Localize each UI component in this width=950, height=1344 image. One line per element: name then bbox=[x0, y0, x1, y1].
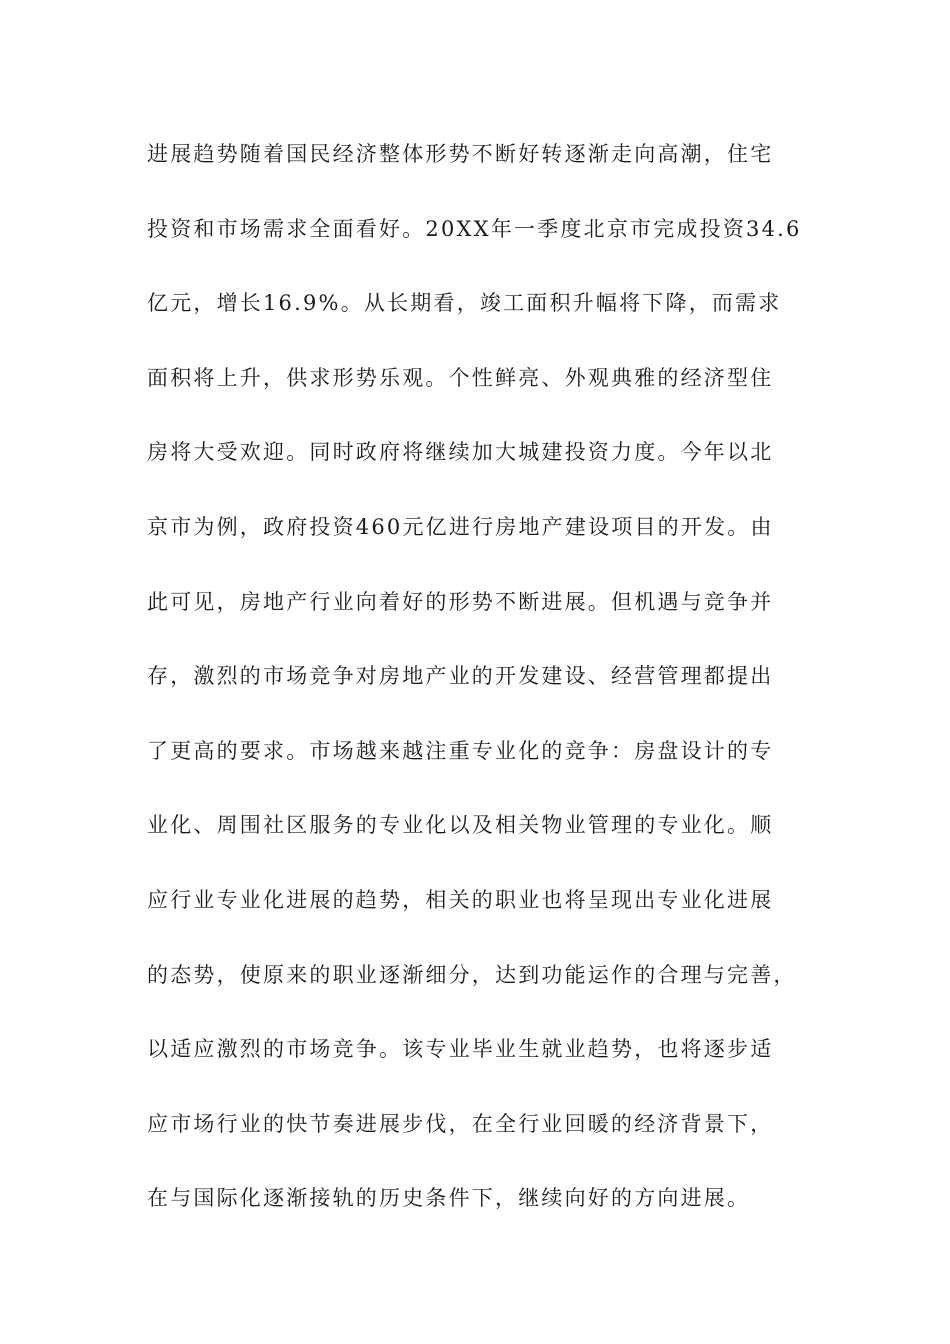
paragraph-line: 应行业专业化进展的趋势，相关的职业也将呈现出专业化进展 bbox=[147, 887, 774, 912]
paragraph-line: 亿元，增长16.9%。从长期看，竣工面积升幅将下降，而需求 bbox=[147, 291, 782, 316]
paragraph-line: 应市场行业的快节奏进展步伐，在全行业回暖的经济背景下， bbox=[147, 1111, 774, 1136]
body-paragraph bbox=[147, 132, 827, 1251]
paragraph-line: 在与国际化逐渐接轨的历史条件下，继续向好的方向进展。 bbox=[147, 1186, 751, 1211]
paragraph-line: 房将大受欢迎。同时政府将继续加大城建投资力度。今年以北 bbox=[147, 440, 774, 465]
paragraph-line: 存，激烈的市场竞争对房地产业的开发建设、经营管理都提出 bbox=[147, 664, 774, 689]
paragraph-line: 进展趋势随着国民经济整体形势不断好转逐渐走向高潮，住宅 bbox=[147, 142, 774, 166]
paragraph-line: 此可见，房地产行业向着好的形势不断进展。但机遇与竞争并 bbox=[147, 589, 774, 614]
paragraph-line: 面积将上升，供求形势乐观。个性鲜亮、外观典雅的经济型住 bbox=[147, 365, 774, 390]
paragraph-line: 以适应激烈的市场竞争。该专业毕业生就业趋势，也将逐步适 bbox=[147, 1037, 774, 1062]
paragraph-line: 了更高的要求。市场越来越注重专业化的竞争：房盘设计的专 bbox=[147, 738, 774, 763]
paragraph-line: 业化、周围社区服务的专业化以及相关物业管理的专业化。顺 bbox=[147, 813, 774, 838]
paragraph-line: 的态势，使原来的职业逐渐细分，达到功能运作的合理与完善， bbox=[147, 962, 797, 987]
paragraph-line: 京市为例，政府投资460元亿进行房地产建设项目的开发。由 bbox=[147, 514, 774, 539]
paragraph-line: 投资和市场需求全面看好。20XX年一季度北京市完成投资34.6 bbox=[147, 216, 802, 241]
